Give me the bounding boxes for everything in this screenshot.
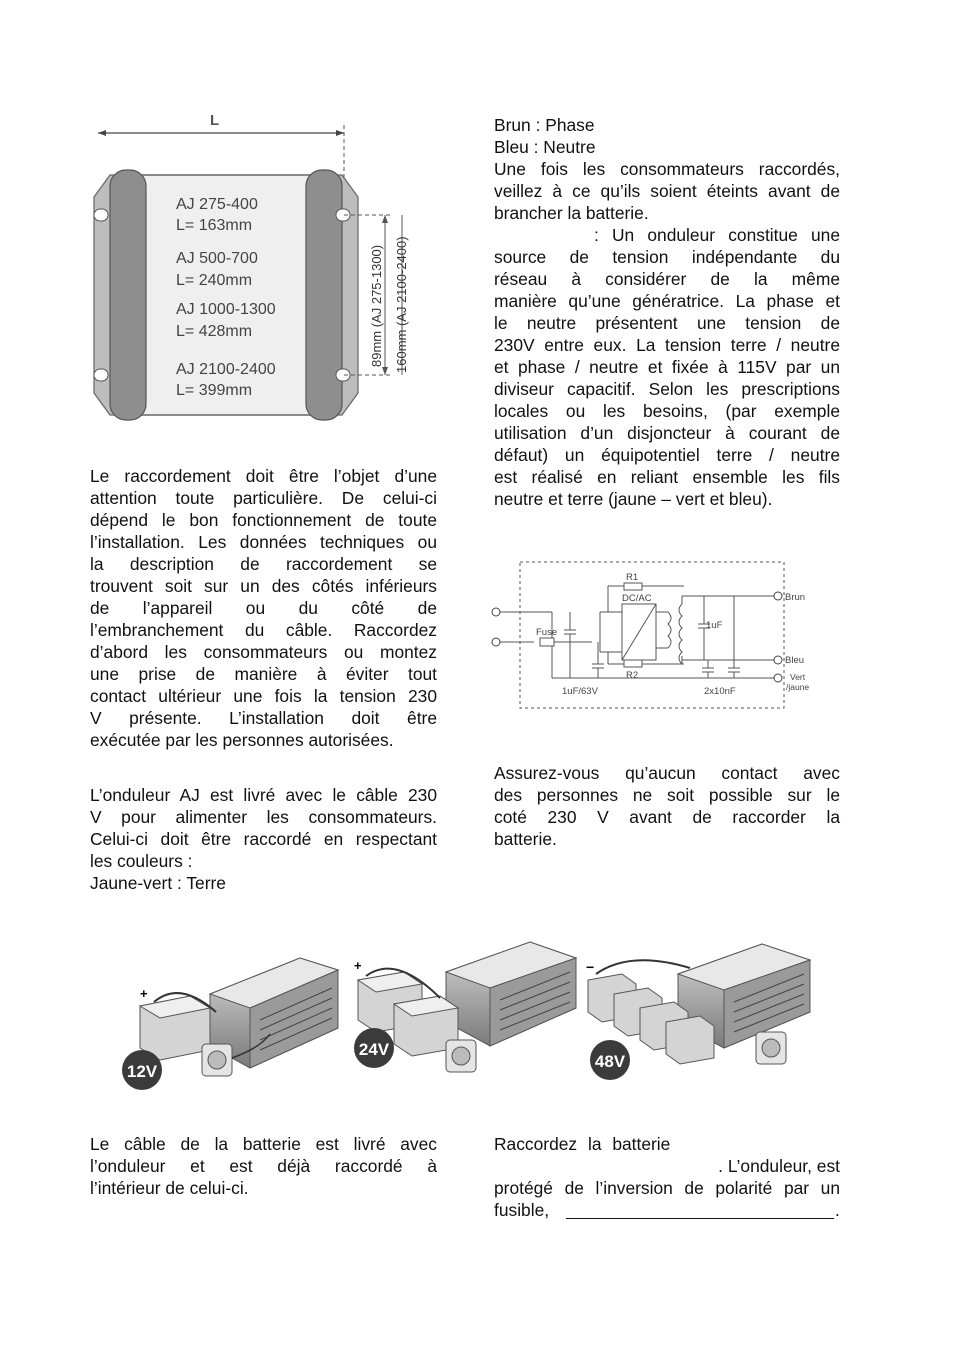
cap-input-label: 1uF/63V [562,686,598,697]
text-line: et phase / neutre et fixée à 115V par un [494,357,840,377]
text-line: l’intérieur de celui-ci. [90,1178,249,1198]
connection-paragraph [90,465,437,751]
model-length-2: L= 240mm [176,272,253,289]
text-line: l’embranchement du câble. Raccordez [90,620,437,640]
plus-sign: + [140,986,148,1001]
text-line: L’onduleur AJ est livré avec le câble 230 [90,785,437,805]
text-line: V présente. L’installation doit être [90,708,437,728]
text-line: source de tension indépendante du [494,247,840,267]
text-line: manière qu’une génératrice. La phase et [494,291,840,311]
text-line: Assurez-vous qu’aucun contact avec [494,763,840,783]
text-line: le neutre présentent une tension de [494,313,840,333]
text-line: 230V entre eux. La tension terre / neutre [494,335,840,355]
text-line: est réalisé en reliant ensemble les fils [494,467,840,487]
text-line: Brun : Phase [494,115,595,135]
battery-connect-paragraph [494,1133,840,1221]
model-name-3: AJ 1000-1300 [176,301,276,318]
text-line: fusible, [494,1200,550,1220]
inverter-circuit-diagram [488,556,844,714]
height-160-label: 160mm (AJ 2100-2400) [394,236,409,373]
socket-12v [202,1044,232,1076]
model-name-2: AJ 500-700 [176,250,258,267]
text-line: de l’appareil ou du côté de [90,598,437,618]
text-line: Une fois les consommateurs raccordés, [494,159,840,179]
fuse-line [494,1199,840,1221]
height-89-label: 89mm (AJ 275-1300) [369,244,384,367]
text-line: : Un onduleur constitue une [594,225,840,245]
text-line: brancher la batterie. [494,203,649,223]
cap-1uf-label: 1uF [706,620,723,631]
blank-fill-line [566,1218,834,1219]
cable-colors-paragraph [90,784,437,894]
text-line: protégé de l’inversion de polarité par un [494,1178,840,1198]
badge-12v: 12V [126,1062,158,1081]
vert-label: Vert [790,672,806,682]
text-line: veillez à ce qu’ils soient éteints avant de [494,181,840,201]
text-line: la description de raccordement se [90,554,437,574]
text-line: contact ultérieur une fois la tension 230 [90,686,437,706]
length-label: L [210,112,220,129]
brun-label: Brun [785,592,806,603]
r1-label: R1 [626,572,639,583]
dimension-figure [80,105,420,425]
text-line: dépend le bon fonctionnement de toute [90,510,437,530]
text-line: utilisation d’un disjoncteur à courant de [494,423,840,443]
text-line: Jaune-vert : Terre [90,873,226,893]
model-length-3: L= 428mm [176,323,253,340]
text-line: coté 230 V avant de raccorder la [494,807,840,827]
text-line: V pour alimenter les consommateurs. [90,807,437,827]
badge-48v: 48V [594,1052,626,1071]
text-line: . [835,1200,840,1220]
text-line: une prise de manière à éviter tout [90,664,437,684]
socket-24v [446,1040,476,1072]
text-line: trouvent soit sur un des côtés inférieurs [90,576,437,596]
inverter-24v [446,942,576,1046]
text-line: Le câble de la batterie est livré avec [90,1134,437,1154]
text-line: attention toute particulière. De celui-ci [90,488,437,508]
jaune-label: /jaune [786,682,810,692]
plus-sign: + [354,958,362,973]
fuse-label: Fuse [536,627,558,638]
text-line: les couleurs : [90,851,193,871]
battery-connection-figure [110,928,820,1096]
text-line: d’abord les consommateurs ou montez [90,642,437,662]
text-line: batterie. [494,829,557,849]
colors-and-grounding-paragraph [494,114,840,510]
text-line: Bleu : Neutre [494,137,596,157]
dcac-label: DC/AC [622,593,652,604]
battery-cable-paragraph [90,1133,437,1199]
badge-24v: 24V [358,1040,390,1059]
minus-sign: − [586,959,595,975]
bleu-label: Bleu [785,655,805,666]
text-line: Celui-ci doit être raccordé en respectant [90,829,437,849]
text-line: des personnes ne soit possible sur le [494,785,840,805]
text-line: réseau à considérer de la même [494,269,840,289]
text-line: . L’onduleur, est [718,1156,840,1176]
text-line: exécutée par les personnes autorisées. [90,730,394,750]
safety-paragraph [494,762,840,850]
model-name-4: AJ 2100-2400 [176,361,276,378]
socket-48v [756,1032,786,1064]
model-length-1: L= 163mm [176,217,253,234]
model-length-4: L= 399mm [176,382,253,399]
text-line: diviseur capacitif. Selon les prescriptions [494,379,840,399]
cap-output-label: 2x10nF [704,686,736,697]
text-line: Le raccordement doit être l’objet d’une [90,466,437,486]
text-line: l’onduleur et est déjà raccordé à [90,1156,437,1176]
text-line: défaut) un équipotentiel terre / neutre [494,445,840,465]
r2-label: R2 [626,670,639,681]
text-line: neutre et terre (jaune – vert et bleu). [494,489,773,509]
model-name-1: AJ 275-400 [176,196,258,213]
text-line: locales ou les besoins, (par exemple [494,401,840,421]
battery-12v [140,996,210,1060]
text-line: Raccordez la batterie [494,1134,671,1154]
text-line: l’installation. Les données techniques ou [90,532,437,552]
